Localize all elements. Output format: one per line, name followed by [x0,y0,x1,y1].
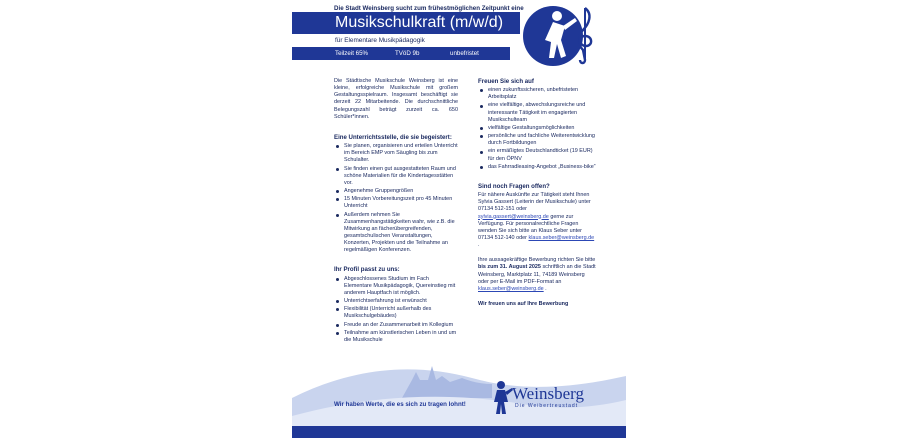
right-column [478,78,596,316]
list-item: Freude an der Zusammenarbeit im Kollegium [344,322,458,329]
closing-line: Wir freuen uns auf Ihre Bewerbung [478,301,569,308]
section-tasks-heading: Eine Unterrichtsstelle, die sie begeistert: [334,133,452,141]
profile-list [334,276,458,344]
list-item: Sie planen, organisieren und erteilen Unterricht im Bereich EMP vom Säugling bis zum Schulalter. [344,143,458,164]
job-title: Musikschulkraft (m/w/d) [335,14,504,31]
weinsberg-wordmark: Weinsberg [512,384,584,403]
email-link-gassert[interactable]: sylvia.gassert@weinsberg.de [478,213,549,220]
list-item: das Fahrradleasing-Angebot „Business-bike“ [488,163,596,170]
email-link-seber[interactable]: klaus.seber@weinsberg.de [528,234,595,241]
contact-paragraph: Für nähere Auskünfte zur Tätigkeit steht Ihnen Sylvia Gassert (Leiterin der Musikschule) unter 07134 512-151 oder sylvia.gassert@weinsberg.de gerne zur Verfügung. Für personalrechtliche Fragen wenden Sie sich bitte an Klaus Seber unter 07134 512-140 oder klaus.seber@weinsberg.de . [478,192,595,249]
list-item: Flexibilität (Unterricht außerhalb des Musikschulgebäudes) [344,306,458,320]
list-item: einen zukunftssicheren, unbefristeten Arbeitsplatz [488,87,596,101]
list-item: Sie finden einen gut ausgestatteten Raum und schöne Materialien für die Kindertagesstätten vor. [344,166,458,187]
list-item: Außerdem nehmen Sie Zusammenhangstätigkeiten wahr, wie z.B. die Mitwirkung an fächerübergreifenden, gesamtschulischen Veranstaltungen, Konzerten, Projekten und die Teilnahme an regelmäßigen Konferenzen. [344,212,458,255]
list-item: ein ermäßigtes Deutschlandticket (19 EUR) für den ÖPNV [488,148,596,162]
musician-logo-icon [523,2,601,68]
school-intro: Die Städtische Musikschule Weinsberg ist eine kleine, erfolgreiche Musikschule mit großem Gestaltungsspielraum. Insgesamt beschäftigt sie derzeit 22 Mitarbeitende. Die durchschnittliche Belegungszahl beträgt zurzeit ca. 650 Schüler*innen. [334,78,458,120]
weinsberg-tagline: Die Weibertreustadt [515,403,579,409]
intro-line: Die Stadt Weinsberg sucht zum frühestmöglichen Zeitpunkt eine [334,5,524,12]
left-column [334,78,458,356]
apply-paragraph: Ihre aussagekräftige Bewerbung richten Sie bitte bis zum 31. August 2025 schriftlich an die Stadt Weinsberg, Marktplatz 11, 74189 Weinsberg oder per E-Mail im PDF-Format an klaus.seber@weinsberg.de . [478,257,596,292]
list-item: Unterrichtserfahrung ist erwünscht [344,298,458,305]
list-item: eine vielfältige, abwechslungsreiche und interessante Tätigkeit im engagierten Musikschulteam [488,102,596,123]
list-item: Abgeschlossenes Studium im Fach Elementare Musikpädagogik, Quereinstieg mit anderem Hauptfach ist möglich. [344,276,458,297]
section-benefits-heading: Freuen Sie sich auf [478,78,534,85]
info-parttime: Teilzeit 65% [335,50,369,57]
tasks-list [334,143,458,254]
apply-deadline: bis zum 31. August 2025 [478,264,541,271]
info-contract: unbefristet [450,50,479,57]
list-item: Teilnahme am künstlerischen Leben in und um die Musikschule [344,329,457,343]
weinsberg-figure-icon [488,380,514,416]
job-flyer [292,0,626,438]
list-item: persönliche und fachliche Weiterentwicklung durch Fortbildungen [488,133,595,147]
job-subtitle: für Elementare Musikpädagogik [335,37,425,44]
section-profile-heading: Ihr Profil passt zu uns: [334,266,400,274]
list-item: Angenehme Gruppengrößen [344,188,458,195]
section-contact-heading: Sind noch Fragen offen? [478,182,550,190]
info-tariff: TVöD 9b [395,50,420,57]
list-item: 15 Minuten Vorbereitungszeit pro 45 Minuten Unterricht [344,196,458,210]
email-link-apply[interactable]: klaus.seber@weinsberg.de [478,285,544,292]
benefits-list [478,87,596,171]
footer-slogan: Wir haben Werte, die es sich zu tragen lohnt! [334,401,466,408]
list-item: vielfältige Gestaltungsmöglichkeiten [488,125,596,132]
